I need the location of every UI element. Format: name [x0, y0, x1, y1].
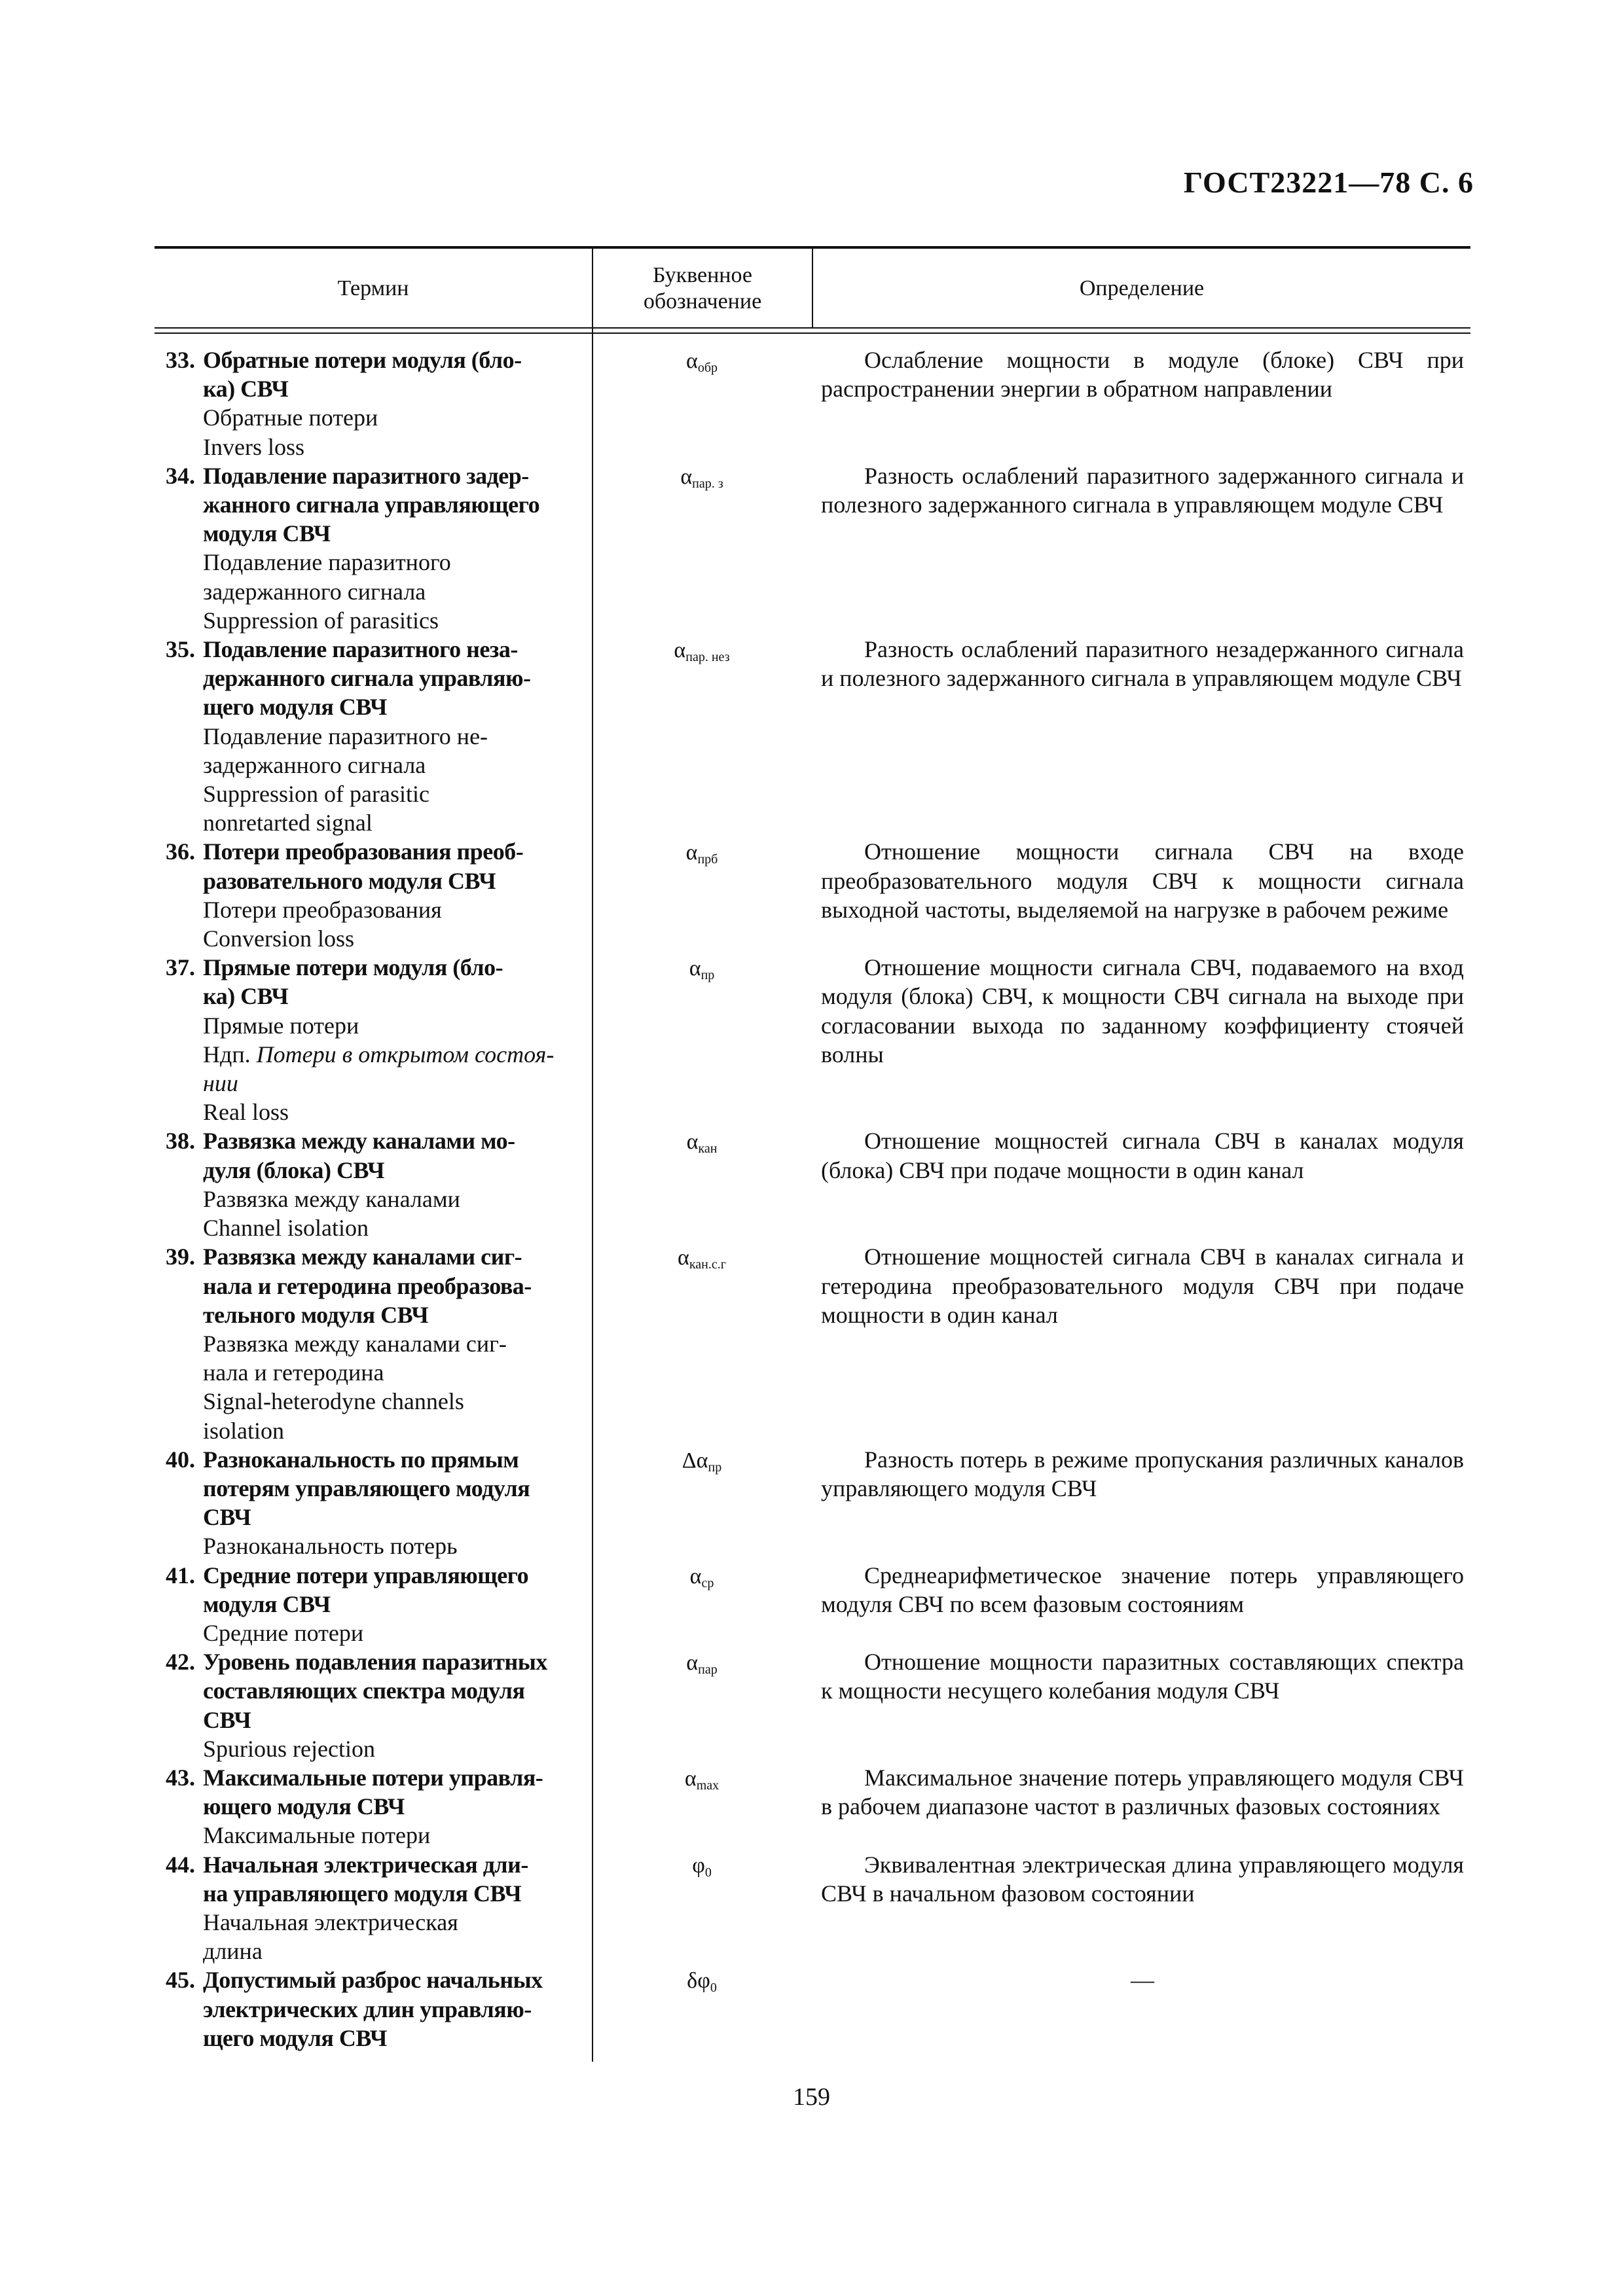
term-title-line: Максимальные потери управля-: [203, 1764, 543, 1791]
term-title-line: Разноканальность по прямым: [203, 1446, 519, 1473]
term-title: [203, 1850, 585, 1908]
term-title-line: держанного сигнала управляю-: [203, 665, 531, 692]
ndp-line: [203, 1069, 585, 1098]
table-row: [155, 1850, 1470, 1966]
definition-cell: [812, 1242, 1467, 1444]
symbol-subscript: max: [696, 1778, 720, 1793]
term-title-line: тельного модуля СВЧ: [203, 1301, 429, 1328]
ndp-prefix: Ндп.: [203, 1041, 251, 1067]
term-title-line: нала и гетеродина преобразова-: [203, 1272, 532, 1299]
symbol-subscript: 0: [704, 1865, 712, 1880]
term-synonyms: [203, 1532, 585, 1560]
term-synonyms: [203, 548, 585, 635]
symbol-base: α: [686, 1130, 699, 1155]
symbol-subscript: кан: [698, 1141, 718, 1157]
definition-cell: [812, 1850, 1467, 1966]
term-synonyms: [203, 1011, 585, 1127]
synonym-line: Потери преобразования: [203, 896, 442, 923]
symbol-subscript: пар. нез: [685, 650, 730, 665]
term-title-line: на управляющего модуля СВЧ: [203, 1880, 522, 1907]
term-synonyms: [203, 722, 585, 838]
table-row: [155, 1647, 1470, 1763]
term-title-line: Обратные потери модуля (бло-: [203, 347, 522, 373]
term-title-line: дуля (блока) СВЧ: [203, 1157, 385, 1183]
definition-text: Эквивалентная электрическая длина управляющего модуля СВЧ в начальном фазовом состоянии: [821, 1851, 1464, 1907]
symbol-base: α: [685, 349, 698, 373]
synonym-line: Начальная электрическая: [203, 1909, 458, 1935]
term-number: 40.: [166, 1446, 195, 1473]
term-number: 36.: [166, 838, 195, 865]
term-title: [203, 1445, 585, 1532]
synonym-line: Развязка между каналами сиг-: [203, 1330, 507, 1357]
definition-text: Отношение мощностей сигнала СВЧ в каналах сигнала и гетеродина преобразовательного модуля СВЧ при подаче мощности в один канал: [821, 1244, 1464, 1328]
symbol-cell: [592, 953, 812, 1126]
letter-symbol: [692, 1854, 712, 1878]
term-title-line: Допустимый разброс начальных: [203, 1967, 543, 1994]
column-header-term: Термин: [337, 276, 409, 300]
term-text: [199, 1126, 585, 1242]
ndp-term: Потери в открытом состоя-: [256, 1041, 555, 1067]
ndp-line: [203, 1040, 585, 1069]
table-row: [155, 1242, 1470, 1444]
definition-text: Максимальное значение потерь управляющего модуля СВЧ в рабочем диапазоне частот в различных фазовых состояниях: [821, 1764, 1464, 1820]
term-title-line: Подавление паразитного задер-: [203, 462, 529, 489]
term-title-line: потерям управляющего модуля: [203, 1475, 530, 1501]
synonym-line: Real loss: [203, 1099, 289, 1126]
term-title-line: модуля СВЧ: [203, 520, 331, 547]
symbol-subscript: прб: [697, 852, 718, 867]
term-title-line: ка) СВЧ: [203, 983, 289, 1010]
synonym-line: задержанного сигнала: [203, 751, 426, 778]
term-number: 38.: [166, 1128, 195, 1155]
term-synonyms: [203, 1185, 585, 1242]
symbol-cell: [592, 837, 812, 953]
term-title-line: электрических длин управляю-: [203, 1996, 532, 2022]
definition-cell: [812, 1445, 1467, 1561]
symbol-base: α: [689, 1564, 702, 1588]
synonym-line: Suppression of parasitics: [203, 607, 439, 634]
synonym-line: Channel isolation: [203, 1215, 369, 1242]
symbol-cell: [592, 461, 812, 635]
term-title-line: составляющих спектра модуля: [203, 1677, 525, 1704]
synonym-line: isolation: [203, 1417, 284, 1444]
synonym-line: nonretarted signal: [203, 810, 373, 836]
definition-cell: [812, 461, 1467, 635]
definition-text: Отношение мощности паразитных составляющих спектра к мощности несущего колебания модуля СВЧ: [821, 1649, 1464, 1704]
page-header-code: ГОСТ23221—78 С. 6: [1183, 166, 1474, 199]
term-number: 42.: [166, 1649, 195, 1676]
term-number: 33.: [166, 347, 195, 373]
synonym-line: Прямые потери: [203, 1012, 359, 1039]
term-title: [203, 1242, 585, 1329]
term-title-line: Прямые потери модуля (бло-: [203, 954, 503, 981]
definition-text: —: [1131, 1967, 1154, 1994]
synonym-line: Обратные потери: [203, 404, 378, 431]
synonym-line: Подавление паразитного: [203, 549, 451, 576]
term-number: 35.: [166, 636, 195, 663]
symbol-subscript: ср: [701, 1575, 714, 1590]
term-title-line: щего модуля СВЧ: [203, 2024, 387, 2051]
symbol-base: α: [686, 1651, 699, 1676]
synonym-line: Conversion loss: [203, 925, 355, 952]
header-rule: [155, 327, 1470, 329]
symbol-subscript: пр: [701, 968, 715, 983]
symbol-base: δφ: [687, 1969, 710, 1994]
term-synonyms: [203, 1734, 585, 1763]
term-text: [199, 1965, 585, 2053]
term-cell: [155, 346, 592, 461]
synonym-line: Invers loss: [203, 433, 304, 460]
term-title-line: ка) СВЧ: [203, 376, 289, 403]
term-title: [203, 461, 585, 548]
definition-cell: [812, 635, 1467, 837]
page-number: 159: [793, 2083, 830, 2111]
synonym-line: Suppression of parasitic: [203, 781, 429, 808]
term-title-line: СВЧ: [203, 1504, 251, 1531]
column-header-definition: Определение: [1079, 276, 1205, 300]
term-text: [199, 346, 585, 461]
symbol-subscript: пар: [698, 1662, 718, 1677]
definition-text: Разность ослаблений паразитного задержанного сигнала и полезного задержанного сигнала в управляющем модуле СВЧ: [821, 462, 1464, 518]
column-header-symbol: Буквенное обозначение: [643, 263, 762, 314]
symbol-subscript: пр: [708, 1460, 722, 1475]
symbol-cell: [592, 1763, 812, 1850]
term-text: [199, 635, 585, 837]
symbol-base: α: [684, 1766, 697, 1791]
letter-symbol: [686, 349, 718, 373]
table-row: [155, 346, 1470, 461]
symbol-base: α: [685, 840, 698, 865]
synonym-line: Средние потери: [203, 1619, 364, 1646]
term-cell: [155, 1763, 592, 1850]
term-title: [203, 837, 585, 895]
symbol-cell: [592, 1850, 812, 1966]
table-row: [155, 1763, 1470, 1850]
term-text: [199, 461, 585, 635]
definition-text: Отношение мощности сигнала СВЧ, подаваемого на вход модуля (блока) СВЧ, к мощности СВЧ сигнала на выходе при согласовании выхода по заданному коэффициенту стоячей волны: [821, 954, 1464, 1067]
definition-text: Разность ослаблений паразитного незадержанного сигнала и полезного задержанного сигнала в управляющем модуле СВЧ: [821, 636, 1464, 692]
term-cell: [155, 953, 592, 1126]
synonym-line: нала и гетеродина: [203, 1359, 384, 1386]
table-row: [155, 1126, 1470, 1242]
term-cell: [155, 1445, 592, 1561]
term-cell: [155, 1126, 592, 1242]
term-title: [203, 953, 585, 1011]
definition-cell: [812, 837, 1467, 953]
term-cell: [155, 1647, 592, 1763]
synonym-line: Signal-heterodyne channels: [203, 1388, 464, 1415]
synonym-line: Разноканальность потерь: [203, 1533, 458, 1560]
term-number: 39.: [166, 1244, 195, 1270]
table-row: [155, 953, 1470, 1126]
term-text: [199, 953, 585, 1126]
term-number: 41.: [166, 1562, 195, 1588]
term-title-line: Начальная электрическая дли-: [203, 1851, 528, 1878]
letter-symbol: [678, 1246, 726, 1270]
symbol-cell: [592, 1126, 812, 1242]
letter-symbol: [686, 840, 718, 865]
term-title-line: Развязка между каналами сиг-: [203, 1244, 522, 1270]
ndp-term: нии: [203, 1070, 238, 1097]
column-divider: [812, 249, 813, 327]
table-row: [155, 461, 1470, 635]
term-text: [199, 1242, 585, 1444]
term-synonyms: [203, 1908, 585, 1965]
term-synonyms: [203, 1821, 585, 1850]
definition-cell: [812, 1126, 1467, 1242]
synonym-line: Максимальные потери: [203, 1822, 431, 1849]
term-title-line: СВЧ: [203, 1706, 251, 1733]
synonym-line: Подавление паразитного не-: [203, 723, 488, 749]
term-cell: [155, 1850, 592, 1966]
definition-cell: [812, 1763, 1467, 1850]
term-title-line: Потери преобразования преоб-: [203, 838, 524, 865]
letter-symbol: [685, 1767, 719, 1791]
synonym-line: задержанного сигнала: [203, 578, 426, 605]
symbol-cell: [592, 1965, 812, 2053]
symbol-base: α: [674, 638, 686, 663]
symbol-cell: [592, 1561, 812, 1648]
term-title: [203, 1647, 585, 1734]
term-synonyms: [203, 895, 585, 953]
definition-text: Отношение мощности сигнала СВЧ на входе преобразовательного модуля СВЧ к мощности сигнала выходной частоты, выделяемой на нагрузке в рабочем режиме: [821, 838, 1464, 923]
term-title-line: Средние потери управляющего: [203, 1562, 529, 1588]
letter-symbol: [674, 638, 730, 665]
definition-cell: [812, 1647, 1467, 1763]
term-text: [199, 837, 585, 953]
table-row: [155, 837, 1470, 953]
definition-text: Среднеарифметическое значение потерь управляющего модуля СВЧ по всем фазовым состояниям: [821, 1562, 1464, 1617]
definition-cell: [812, 953, 1467, 1126]
symbol-base: Δα: [682, 1448, 708, 1473]
letter-symbol: [687, 1969, 717, 1996]
term-title-line: ющего модуля СВЧ: [203, 1793, 405, 1820]
term-text: [199, 1647, 585, 1763]
header-rule: [155, 332, 1470, 334]
table-row: [155, 1965, 1470, 2053]
letter-symbol: [690, 1564, 714, 1588]
synonym-line: длина: [203, 1938, 263, 1965]
table-body: [155, 346, 1470, 2053]
term-synonyms: [203, 1619, 585, 1647]
term-title: [203, 346, 585, 403]
definition-cell: [812, 1965, 1467, 2053]
definition-text: Ослабление мощности в модуле (блоке) СВЧ при распространении энергии в обратном направлении: [821, 347, 1464, 403]
term-cell: [155, 837, 592, 953]
term-text: [199, 1850, 585, 1966]
letter-symbol: [686, 1651, 717, 1675]
symbol-subscript: кан.с.г: [689, 1257, 726, 1272]
term-cell: [155, 1561, 592, 1648]
term-title: [203, 1763, 585, 1821]
term-title: [203, 635, 585, 722]
term-title-line: жанного сигнала управляющего: [203, 492, 540, 518]
term-title-line: Развязка между каналами мо-: [203, 1128, 515, 1155]
definition-text: Разность потерь в режиме пропускания различных каналов управляющего модуля СВЧ: [821, 1446, 1464, 1501]
term-cell: [155, 461, 592, 635]
term-title: [203, 1965, 585, 2053]
term-text: [199, 1561, 585, 1648]
term-title-line: Уровень подавления паразитных: [203, 1649, 547, 1676]
synonym-line: Развязка между каналами: [203, 1185, 460, 1212]
term-cell: [155, 1242, 592, 1444]
term-number: 37.: [166, 954, 195, 981]
letter-symbol: [682, 1448, 721, 1473]
letter-symbol: [680, 465, 723, 489]
symbol-cell: [592, 1242, 812, 1444]
symbol-cell: [592, 635, 812, 837]
term-text: [199, 1445, 585, 1561]
table-row: [155, 1445, 1470, 1561]
table-row: [155, 635, 1470, 837]
symbol-subscript: пар. з: [692, 476, 723, 491]
definition-cell: [812, 346, 1467, 461]
term-cell: [155, 1965, 592, 2053]
letter-symbol: [689, 956, 715, 983]
term-title-line: разовательного модуля СВЧ: [203, 867, 496, 894]
synonym-line: Spurious rejection: [203, 1735, 375, 1762]
term-number: 43.: [166, 1764, 195, 1791]
definition-cell: [812, 1561, 1467, 1648]
symbol-base: α: [678, 1246, 689, 1270]
term-title: [203, 1126, 585, 1184]
symbol-cell: [592, 346, 812, 461]
term-title-line: модуля СВЧ: [203, 1590, 331, 1617]
term-number: 45.: [166, 1967, 195, 1994]
term-title-line: Подавление паразитного неза-: [203, 636, 518, 663]
term-text: [199, 1763, 585, 1850]
letter-symbol: [686, 1130, 718, 1157]
symbol-base: α: [689, 956, 701, 981]
symbol-base: α: [680, 464, 693, 489]
symbol-base: φ: [692, 1853, 705, 1878]
term-synonyms: [203, 1329, 585, 1445]
symbol-cell: [592, 1647, 812, 1763]
table-row: [155, 1561, 1470, 1648]
symbol-cell: [592, 1445, 812, 1561]
term-number: 34.: [166, 462, 195, 489]
definition-text: Отношение мощностей сигнала СВЧ в каналах модуля (блока) СВЧ при подаче мощности в один канал: [821, 1128, 1464, 1183]
term-number: 44.: [166, 1851, 195, 1878]
term-title: [203, 1561, 585, 1619]
term-title-line: щего модуля СВЧ: [203, 694, 387, 721]
symbol-subscript: обр: [697, 361, 718, 375]
term-synonyms: [203, 403, 585, 461]
term-cell: [155, 635, 592, 837]
symbol-subscript: 0: [710, 1981, 717, 1996]
